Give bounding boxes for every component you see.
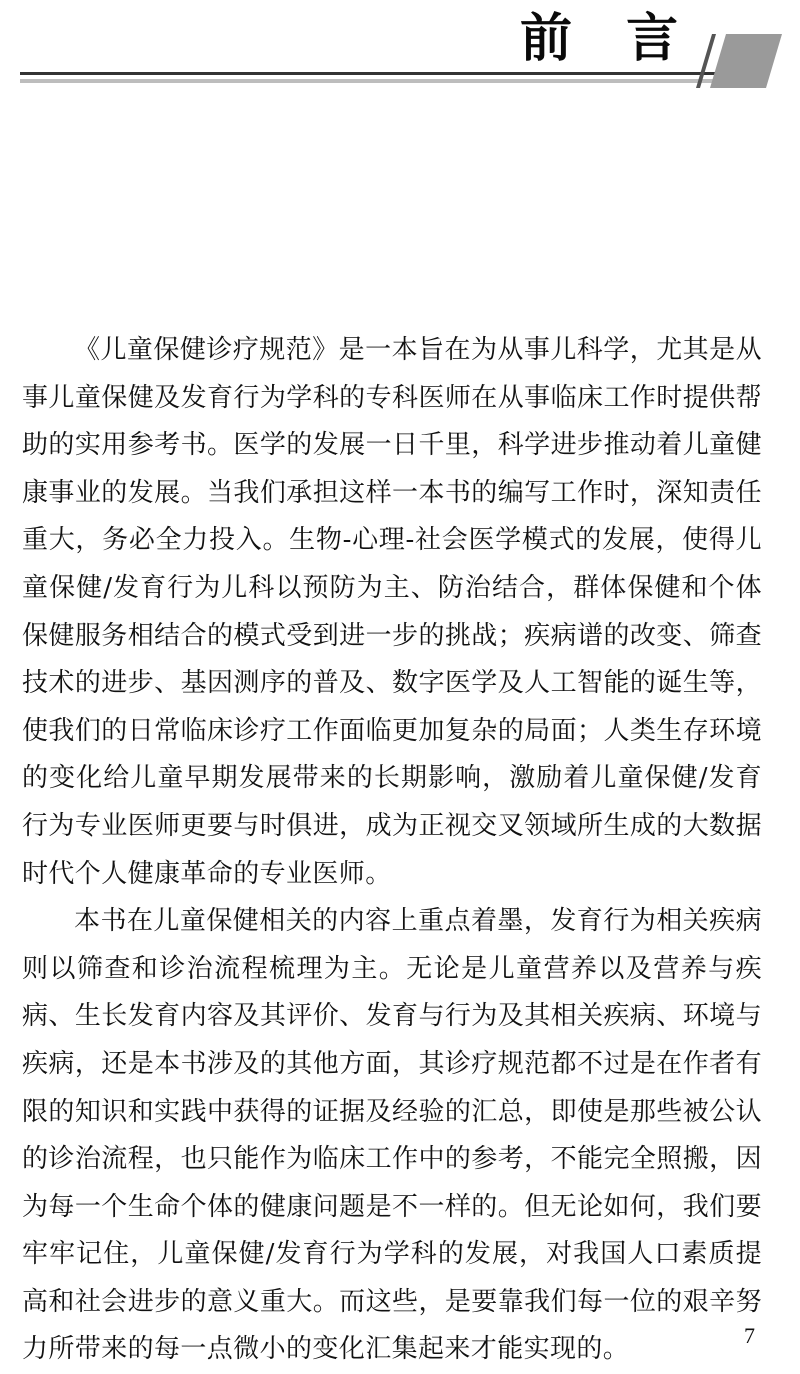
page-number: 7 <box>744 1323 755 1348</box>
header-rule-shadow <box>20 79 766 83</box>
page-header <box>0 0 800 100</box>
page-title: 前 言 <box>520 8 697 69</box>
header-decoration-icon <box>684 30 784 90</box>
preface-body <box>22 327 762 1374</box>
paragraph: 《儿童保健诊疗规范》是一本旨在为从事儿科学，尤其是从事儿童保健及发育行为学科的专科医师在从事临床工作时提供帮助的实用参考书。医学的发展一日千里，科学进步推动着儿童健康事业的发展。当我们承担这样一本书的编写工作时，深知责任重大，务必全力投入。生物-心理-社会医学模式的发展，使得儿童保健/发育行为儿科以预防为主、防治结合，群体保健和个体保健服务相结合的模式受到进一步的挑战；疾病谱的改变、筛查技术的进步、基因测序的普及、数字医学及人工智能的诞生等，使我们的日常临床诊疗工作面临更加复杂的局面；人类生存环境的变化给儿童早期发展带来的长期影响，激励着儿童保健/发育行为专业医师更要与时俱进，成为正视交叉领域所生成的大数据时代个人健康革命的专业医师。 <box>22 335 762 889</box>
header-rule <box>20 72 766 75</box>
paragraph: 本书在儿童保健相关的内容上重点着墨，发育行为相关疾病则以筛查和诊治流程梳理为主。无论是儿童营养以及营养与疾病、生长发育内容及其评价、发育与行为及其相关疾病、环境与疾病，还是本书涉及的其他方面，其诊疗规范都不过是在作者有限的知识和实践中获得的证据及经验的汇总，即使是那些被公认的诊治流程，也只能作为临床工作中的参考，不能完全照搬，因为每一个生命个体的健康问题是不一样的。但无论如何，我们要牢牢记住，儿童保健/发育行为学科的发展，对我国人口素质提高和社会进步的意义重大。而这些，是要靠我们每一位的艰辛努力所带来的每一点微小的变化汇集起来才能实现的。 <box>22 906 762 1365</box>
